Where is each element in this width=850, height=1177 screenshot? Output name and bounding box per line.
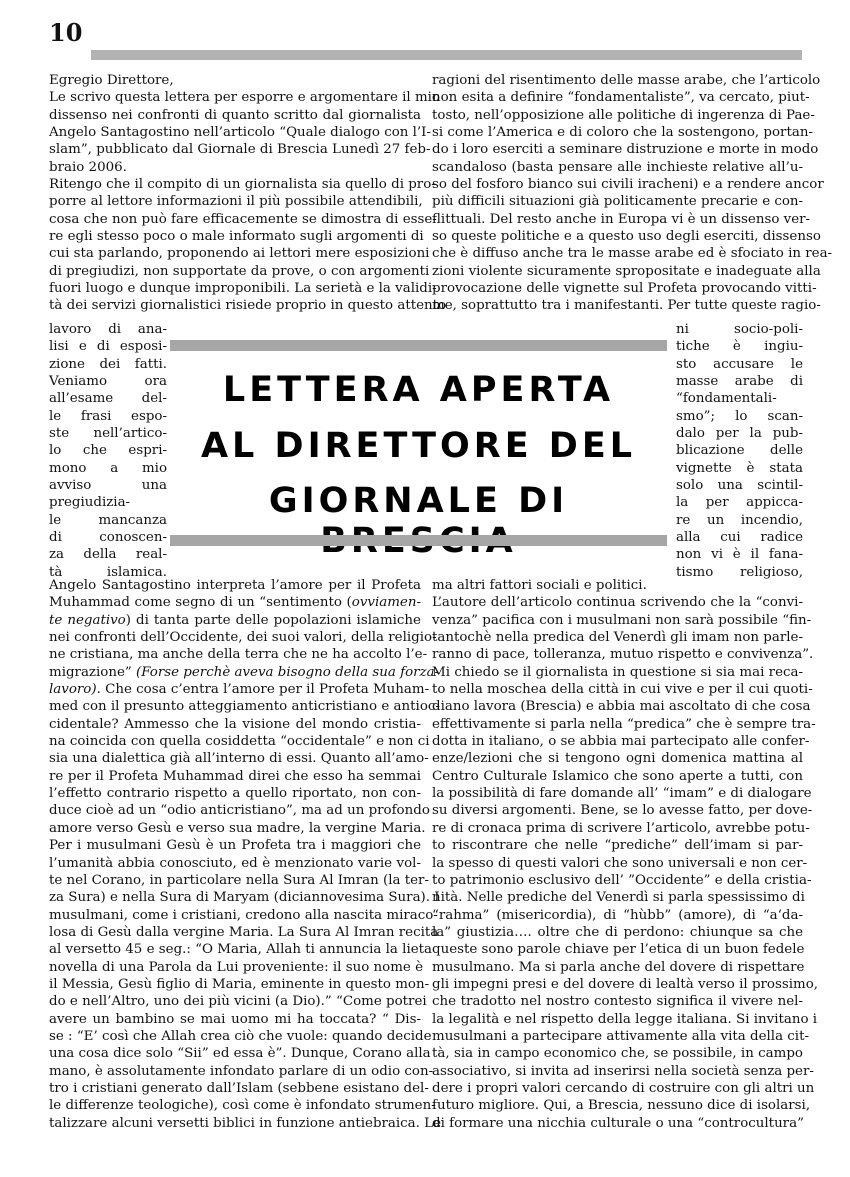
text-line: re un incendio, bbox=[676, 512, 803, 528]
text-line: ni socio-poli- bbox=[676, 322, 803, 337]
text-line: zione dei fatti. bbox=[49, 356, 167, 372]
text-line: do i loro eserciti a seminare distruzione e morte in modo bbox=[432, 142, 819, 158]
text-line: to riscontrare che nelle “prediche” dell’imam si par- bbox=[432, 838, 803, 854]
text-line: la possibilità di fare domande all’ “imam” e di dialogare bbox=[432, 786, 812, 802]
text-line: “rahma” (misericordia), di “hùbb” (amore), di “a‘da- bbox=[432, 907, 803, 923]
text-line: mano, è assolutamente infondato parlare di un odio con- bbox=[49, 1063, 434, 1079]
text-line: novella di una Parola da Lui proveniente: il suo nome è bbox=[49, 959, 424, 975]
right-column-wrap bbox=[676, 321, 803, 581]
text-line: che tradotto nel nostro contesto significa il vivere nel- bbox=[432, 994, 803, 1010]
text-line: Angelo Santagostino nell’articolo “Quale dialogo con l’I- bbox=[49, 125, 431, 141]
text-line: dotta in italiano, o se abbia mai partecipato alle confer- bbox=[432, 734, 810, 750]
text-line: flittuali. Del resto anche in Europa vi è un dissenso ver- bbox=[432, 211, 811, 227]
text-line: le differenze teologiche), così come è infondato strumen- bbox=[49, 1098, 436, 1114]
text-line: so del fosforo bianco sui civili iracheni) e a rendere ancor bbox=[432, 177, 824, 193]
text-line: lavoro di ana- bbox=[49, 322, 167, 337]
right-column-bottom bbox=[432, 577, 819, 1132]
text-line: zioni violente sicuramente spropositate e inadeguate alla bbox=[432, 263, 821, 279]
text-line: provocazione delle vignette sul Profeta provocando vitti- bbox=[432, 281, 817, 297]
text-line: al versetto 45 e seg.: “O Maria, Allah ti annuncia la lieta bbox=[49, 942, 433, 958]
text-line: all’esame del- bbox=[49, 391, 167, 407]
text-line: il Messia, Gesù figlio di Maria, eminente in questo mon- bbox=[49, 976, 430, 992]
text-line: smo”; lo scan- bbox=[676, 408, 803, 424]
title-rule-bottom bbox=[170, 535, 667, 546]
text-line: alla cui radice bbox=[676, 530, 803, 546]
text-line: ste nell’artico- bbox=[49, 426, 167, 442]
text-line: Centro Culturale Islamico che sono aperte a tutti, con bbox=[432, 768, 803, 784]
text-line: le frasi espo- bbox=[49, 408, 167, 424]
text-line: non esita a definire “fondamentaliste”, va cercato, piut- bbox=[432, 90, 810, 106]
article-title-block bbox=[170, 338, 667, 550]
text-line: la spesso di questi valori che sono universali e non cer- bbox=[432, 855, 808, 871]
text-line: ragioni del risentimento delle masse arabe, che l’articolo bbox=[432, 73, 821, 88]
left-column-top bbox=[49, 72, 447, 315]
text-line: tà islamica. bbox=[49, 564, 167, 580]
text-line: vignette è stata bbox=[676, 460, 803, 476]
text-line: dalo per la pub- bbox=[676, 426, 803, 442]
text-line: venza” pacifica con i musulmani non sarà possibile “fin- bbox=[432, 612, 812, 628]
text-line: queste sono parole chiave per l’etica di un buon fedele bbox=[432, 942, 805, 958]
text-line: di conoscen- bbox=[49, 530, 167, 546]
text-line: porre al lettore informazioni il più possibile attendibili, bbox=[49, 194, 423, 210]
text-line: Mi chiedo se il giornalista in questione si sia mai reca- bbox=[432, 664, 803, 680]
text-line: me, soprattutto tra i manifestanti. Per tutte queste ragio- bbox=[432, 298, 821, 314]
text-line: duce cioè ad un “odio anticristiano”, ma ad un profondo bbox=[49, 803, 430, 819]
text-line: lo che espri- bbox=[49, 443, 167, 459]
text-line: Angelo Santagostino interpreta l’amore per il Profeta bbox=[49, 578, 421, 593]
text-line: musulmano. Ma si parla anche del dovere di rispettare bbox=[432, 959, 805, 975]
text-line: Muhammad come segno di un “sentimento (ovviamen- bbox=[49, 595, 421, 611]
text-line: re di cronaca prima di scrivere l’articolo, avrebbe potu- bbox=[432, 820, 810, 836]
text-line: re per il Profeta Muhammad direi che esso ha semmai bbox=[49, 768, 421, 784]
text-line: tiche è ingiu- bbox=[676, 339, 803, 355]
text-line: ma altri fattori sociali e politici. bbox=[432, 578, 647, 593]
text-line: ne cristiana, ma anche della terra che ne ha accolto l’e- bbox=[49, 647, 428, 663]
text-line: diano lavora (Brescia) e abbia mai ascoltato di che cosa bbox=[432, 699, 811, 715]
text-line: di pregiudizi, non supportate da prove, o con argomenti bbox=[49, 263, 430, 279]
text-line: so queste politiche e a questo uso degli eserciti, dissenso bbox=[432, 229, 821, 245]
text-line: lavoro). Che cosa c’entra l’amore per il Profeta Muham- bbox=[49, 682, 430, 698]
text-line: musulmani a partecipare attivamente alla vita della cit- bbox=[432, 1028, 809, 1044]
text-line: cidentale? Ammesso che la visione del mondo cristia- bbox=[49, 716, 421, 732]
text-line: za Sura) e nella Sura di Maryam (diciannovesima Sura). I bbox=[49, 890, 440, 906]
text-line: do e nell’Altro, uno dei più vicini (a Dio).” “Come potrei bbox=[49, 994, 427, 1010]
text-line: le mancanza bbox=[49, 512, 167, 528]
text-line: la per appicca- bbox=[676, 495, 803, 511]
text-line: cosa che non può fare efficacemente se dimostra di esse- bbox=[49, 211, 437, 227]
text-line: si come l’America e di coloro che la sostengono, portan- bbox=[432, 125, 813, 141]
text-line: tà dei servizi giornalistici risiede proprio in questo attento bbox=[49, 298, 447, 314]
text-line: tà, sia in campo economico che, se possibile, in campo bbox=[432, 1046, 803, 1062]
text-line: enze/lezioni che si tengono ogni domenica mattina al bbox=[432, 751, 803, 767]
left-column-bottom bbox=[49, 577, 441, 1132]
text-line: tismo religioso, bbox=[676, 564, 803, 580]
text-line: su diversi argomenti. Bene, se lo avesse fatto, per dove- bbox=[432, 803, 813, 819]
text-line: masse arabe di bbox=[676, 374, 803, 390]
text-line: med con il presunto atteggiamento anticristiano e antioc- bbox=[49, 699, 440, 715]
text-line: amore verso Gesù e verso sua madre, la vergine Maria. bbox=[49, 820, 426, 836]
text-line: dere i propri valori cercando di costruire con gli altri un bbox=[432, 1080, 815, 1096]
text-line: te nel Corano, in particolare nella Sura Al Imran (la ter- bbox=[49, 872, 429, 888]
text-line: to patrimonio esclusivo dell’ ”Occidente” e della cristia- bbox=[432, 872, 812, 888]
text-line: nità. Nelle prediche del Venerdì si parla spessissimo di bbox=[432, 890, 805, 906]
text-line: avere un bambino se mai uomo mi ha toccata? “ Dis- bbox=[49, 1011, 421, 1027]
text-line: l’effetto contrario rispetto a quello riportato, non con- bbox=[49, 786, 421, 802]
text-line: che è diffuso anche tra le masse arabe ed è sfociato in rea- bbox=[432, 246, 833, 262]
text-line: Egregio Direttore, bbox=[49, 73, 174, 88]
text-line: ranno di pace, tolleranza, mutuo rispetto e convivenza”. bbox=[432, 647, 814, 663]
text-line: se : “E’ così che Allah crea ciò che vuole: quando decide bbox=[49, 1028, 432, 1044]
text-line: migrazione” (Forse perchè aveva bisogno della sua forza- bbox=[49, 664, 440, 680]
text-line: più difficili situazioni già politicamente precarie e con- bbox=[432, 194, 804, 210]
header-rule bbox=[91, 50, 802, 60]
text-line: te negativo) di tanta parte delle popolazioni islamiche bbox=[49, 612, 421, 628]
left-column-wrap bbox=[49, 321, 167, 581]
text-line: mono a mio bbox=[49, 460, 167, 476]
title-line-3: GIORNALE DI bbox=[268, 481, 569, 521]
text-line: sia una dialettica già all’interno di essi. Quanto all’amo- bbox=[49, 751, 429, 767]
text-line: fuori luogo e dunque improponibili. La serietà e la validi- bbox=[49, 281, 437, 297]
text-line: re egli stesso poco o male informato sugli argomenti di bbox=[49, 229, 424, 245]
title-line-2: AL DIRETTORE DEL bbox=[200, 426, 637, 466]
text-line: tantochè nella predica del Venerdì gli imam non parle- bbox=[432, 630, 803, 646]
text-line: tosto, nell’opposizione alle politiche di ingerenza di Pae- bbox=[432, 107, 815, 123]
text-line: futuro migliore. Qui, a Brescia, nessuno dice di isolarsi, bbox=[432, 1098, 811, 1114]
title-rule-top bbox=[170, 340, 667, 351]
text-line: Per i musulmani Gesù è un Profeta tra i maggiori che bbox=[49, 838, 421, 854]
text-line: braio 2006. bbox=[49, 159, 127, 175]
text-line: Veniamo ora bbox=[49, 374, 167, 390]
text-line: nei confronti dell’Occidente, dei suoi valori, della religio- bbox=[49, 630, 437, 646]
right-column-top bbox=[432, 72, 833, 315]
text-line: musulmani, come i cristiani, credono alla nascita miraco- bbox=[49, 907, 438, 923]
text-line: losa di Gesù dalla vergine Maria. La Sura Al Imran recita bbox=[49, 924, 439, 940]
text-line: una cosa dice solo “Sii” ed essa è”. Dunque, Corano alla bbox=[49, 1046, 431, 1062]
page-number: 10 bbox=[49, 18, 83, 47]
text-line: slam”, pubblicato dal Giornale di Brescia Lunedì 27 feb- bbox=[49, 142, 431, 158]
text-line: associativo, si invita ad inserirsi nella società senza per- bbox=[432, 1063, 814, 1079]
text-line: to nella moschea della città in cui vive e per il cui quoti- bbox=[432, 682, 813, 698]
text-line: “fondamentali- bbox=[676, 391, 777, 407]
text-line: na coincida con quella cosiddetta “occidentale” e non ci bbox=[49, 734, 430, 750]
text-line: la legalità e nel rispetto della legge italiana. Si invitano i bbox=[432, 1011, 818, 1027]
text-line: L’autore dell’articolo continua scrivendo che la “convi- bbox=[432, 595, 803, 611]
title-line-1: LETTERA APERTA bbox=[222, 370, 615, 410]
text-line: di formare una nicchia culturale o una “controcultura” bbox=[432, 1115, 804, 1131]
text-line: Le scrivo questa lettera per esporre e argomentare il mio bbox=[49, 90, 440, 106]
text-line: za della real- bbox=[49, 547, 167, 563]
text-line: talizzare alcuni versetti biblici in funzione antiebraica. Le bbox=[49, 1115, 441, 1131]
text-line: lisi e di esposi- bbox=[49, 339, 167, 355]
text-line: sto accusare le bbox=[676, 356, 803, 372]
text-line: tro i cristiani generato dall’Islam (sebbene esistano del- bbox=[49, 1080, 429, 1096]
text-line: l’umanità abbia conosciuto, ed è menzionato varie vol- bbox=[49, 855, 421, 871]
text-line: non vi è il fana- bbox=[676, 547, 803, 563]
text-line: gli impegni presi e del dovere di lealtà verso il prossimo, bbox=[432, 976, 819, 992]
text-line: dissenso nei confronti di quanto scritto dal giornalista bbox=[49, 107, 421, 123]
text-line: la” giustizia…. oltre che di perdono: chiunque sa che bbox=[432, 924, 803, 940]
text-line: cui sta parlando, proponendo ai lettori mere esposizioni bbox=[49, 246, 430, 262]
text-line: pregiudizia- bbox=[49, 495, 131, 511]
text-line: avviso una bbox=[49, 478, 167, 494]
text-line: solo una scintil- bbox=[676, 478, 803, 494]
text-line: Ritengo che il compito di un giornalista sia quello di pro- bbox=[49, 177, 436, 193]
text-line: scandaloso (basta pensare alle inchieste relative all’u- bbox=[432, 159, 803, 175]
text-line: blicazione delle bbox=[676, 443, 803, 459]
text-line: effettivamente si parla nella “predica” che è sempre tra- bbox=[432, 716, 816, 732]
